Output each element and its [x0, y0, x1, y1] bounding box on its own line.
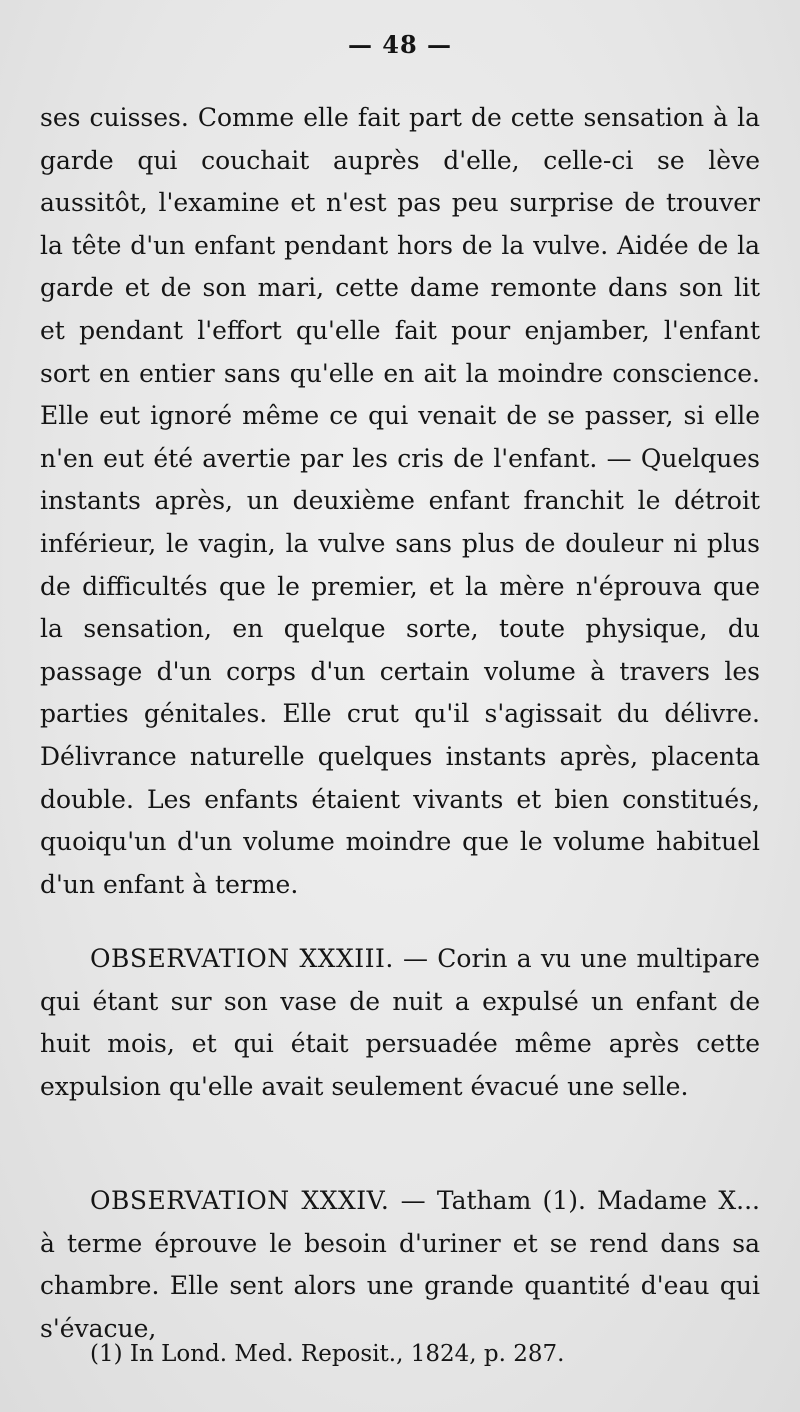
footnote: (1) In Lond. Med. Reposit., 1824, p. 287. [90, 1341, 565, 1367]
observation-xxxiv [40, 1180, 760, 1350]
observation-heading: OBSERVATION XXXIV. [90, 1186, 390, 1215]
observation-text: — Corin a vu une multipare qui étant sur son vase de nuit a expulsé un enfant de huit mois, et qui était persuadée même après cette expulsion qu'elle avait seulement évacué une selle. [40, 944, 760, 1101]
observation-text: — Tatham (1). Madame X... à terme éprouve le besoin d'uriner et se rend dans sa chambre. Elle sent alors une grande quantité d'eau qui s'évacue, [40, 1186, 760, 1343]
paragraph-text: ses cuisses. Comme elle fait part de cette sensation à la garde qui couchait auprès d'elle, celle-ci se lève aussitôt, l'examine et n'est pas peu surprise de trouver la tête d'un enfant pendant hors de la vulve. Aidée de la garde et de son mari, cette dame remonte dans son lit et pendant l'effort qu'elle fait pour enjamber, l'enfant sort en entier sans qu'elle en ait la moindre conscience. Elle eut ignoré même ce qui venait de se passer, si elle n'en eut été avertie par les cris de l'enfant. — Quelques instants après, un deuxième enfant franchit le détroit inférieur, le vagin, la vulve sans plus de douleur ni plus de difficultés que le premier, et la mère n'éprouva que la sensation, en quelque sorte, toute physique, du passage d'un corps d'un certain volume à travers les parties génitales. Elle crut qu'il s'agissait du délivre. Délivrance naturelle quelques instants après, placenta double. Les enfants étaient vivants et bien constitués, quoiqu'un d'un volume moindre que le volume habituel d'un enfant à terme. [40, 103, 760, 899]
observation-heading: OBSERVATION XXXIII. [90, 944, 394, 973]
observation-xxxiii [40, 938, 760, 1108]
paragraph-continuation [40, 97, 760, 906]
page-number: — 48 — [347, 30, 453, 59]
